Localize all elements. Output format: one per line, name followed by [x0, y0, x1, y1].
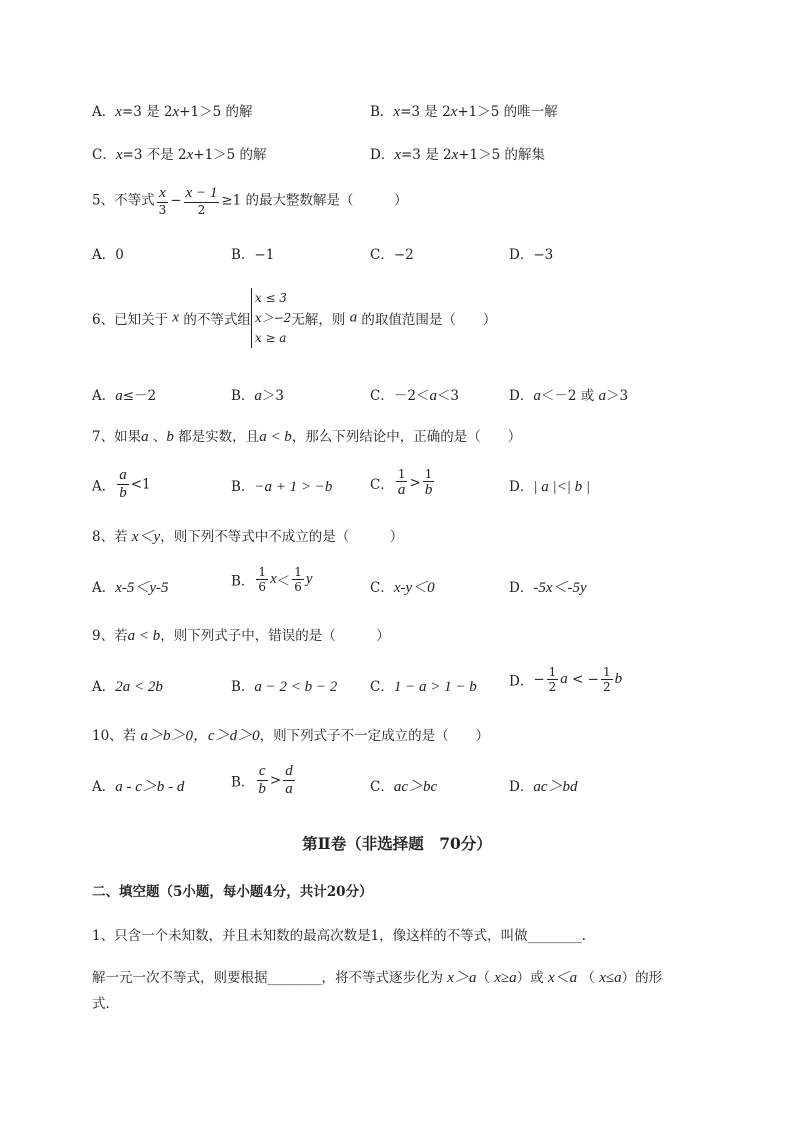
question-6: 6、已知关于 x 的不等式组 x ≤ 3 x＞−2 x ≥ a 无解，则 a 的取值范围是（ ） — [92, 288, 496, 348]
q9-option-c: C．1 − a > 1 − b — [370, 679, 477, 695]
q5-option-c: C．−2 — [370, 247, 414, 263]
q4-option-b: B．x=3 是 2x+1＞5 的唯一解 — [370, 104, 558, 120]
q8-option-a: A．x-5＜y-5 — [92, 580, 169, 596]
q6-option-c: C．－2＜a＜3 — [370, 388, 460, 404]
q6-option-a: A．a≤－2 — [92, 388, 157, 404]
q5-option-b: B．−1 — [231, 247, 275, 263]
q10-option-a: A．a - c＞b - d — [92, 779, 185, 795]
q7-option-c: C． $\frac{1}{a}$ > $\frac{1}{b}$ — [370, 467, 433, 498]
q8-option-d: D．-5x＜-5y — [509, 580, 587, 596]
fill-question-1: 1、只含一个未知数，并且未知数的最高次数是1，像这样的不等式，叫做________. — [92, 928, 586, 944]
q8-option-c: C．x-y＜0 — [370, 580, 435, 596]
fill-blank-heading: 二、填空题（5小题，每小题4分，共计20分） — [92, 884, 373, 900]
question-8: 8、若 x＜y，则下列不等式中不成立的是（ ） — [92, 529, 404, 545]
q10-option-c: C．ac＞bc — [370, 779, 438, 795]
q8-option-b: B． $\frac{1}{6}$ x＜ $\frac{1}{6}$ y — [231, 565, 313, 594]
inequality-system: x ≤ 3 x＞−2 x ≥ a — [251, 288, 291, 348]
fill-question-1-line3: 式． — [92, 996, 119, 1012]
q10-option-b: B． $\frac{c}{b}$ > $\frac{d}{a}$ — [231, 763, 293, 797]
q9-option-b: B．a − 2 < b − 2 — [231, 679, 338, 695]
q4-option-c: C．x=3 不是 2x+1＞5 的解 — [92, 147, 267, 163]
section-title: 第Ⅱ卷（非选择题 70分） — [302, 834, 492, 853]
q5-option-d: D．−3 — [509, 247, 554, 263]
q6-option-b: B．a＞3 — [231, 388, 285, 404]
q9-option-a: A．2a < 2b — [92, 679, 163, 695]
q7-option-b: B．−a + 1 > −b — [231, 479, 333, 495]
q7-option-a: A． $\frac{a}{b}$ <1 — [92, 467, 151, 501]
fill-question-1-line2: 解一元一次不等式，则要根据________，将不等式逐步化为 x＞a（ x≥a）或 x＜a （ x≤a）的形 — [92, 970, 663, 986]
q4-option-d: D．x=3 是 2x+1＞5 的解集 — [370, 147, 546, 163]
fraction: $\frac{x}{3}$ — [158, 185, 167, 217]
q4-option-a: A．x=3 是 2x+1＞5 的解 — [92, 104, 253, 120]
q6-option-d: D．a＜－2 或 a＞3 — [509, 388, 629, 404]
q10-option-d: D．ac＞bd — [509, 779, 578, 795]
question-5: 5、不等式 $\frac{x}{3}$ − $\frac{x - 1}{2}$ ≥1 的最大整数解是（ ） — [92, 185, 408, 217]
q9-option-d: D．− $\frac{1}{2}$ a < − $\frac{1}{2}$ b — [509, 665, 623, 694]
q7-option-d: D．| a |<| b | — [509, 479, 590, 495]
q5-option-a: A．0 — [92, 247, 124, 263]
fraction: $\frac{x - 1}{2}$ — [185, 185, 218, 217]
question-10: 10、若 a＞b＞0，c＞d＞0，则下列式子不一定成立的是（ ） — [92, 728, 490, 744]
question-7: 7、如果a 、b 都是实数，且a < b，那么下列结论中，正确的是（ ） — [92, 429, 522, 445]
question-9: 9、若a < b，则下列式子中，错误的是（ ） — [92, 628, 390, 644]
